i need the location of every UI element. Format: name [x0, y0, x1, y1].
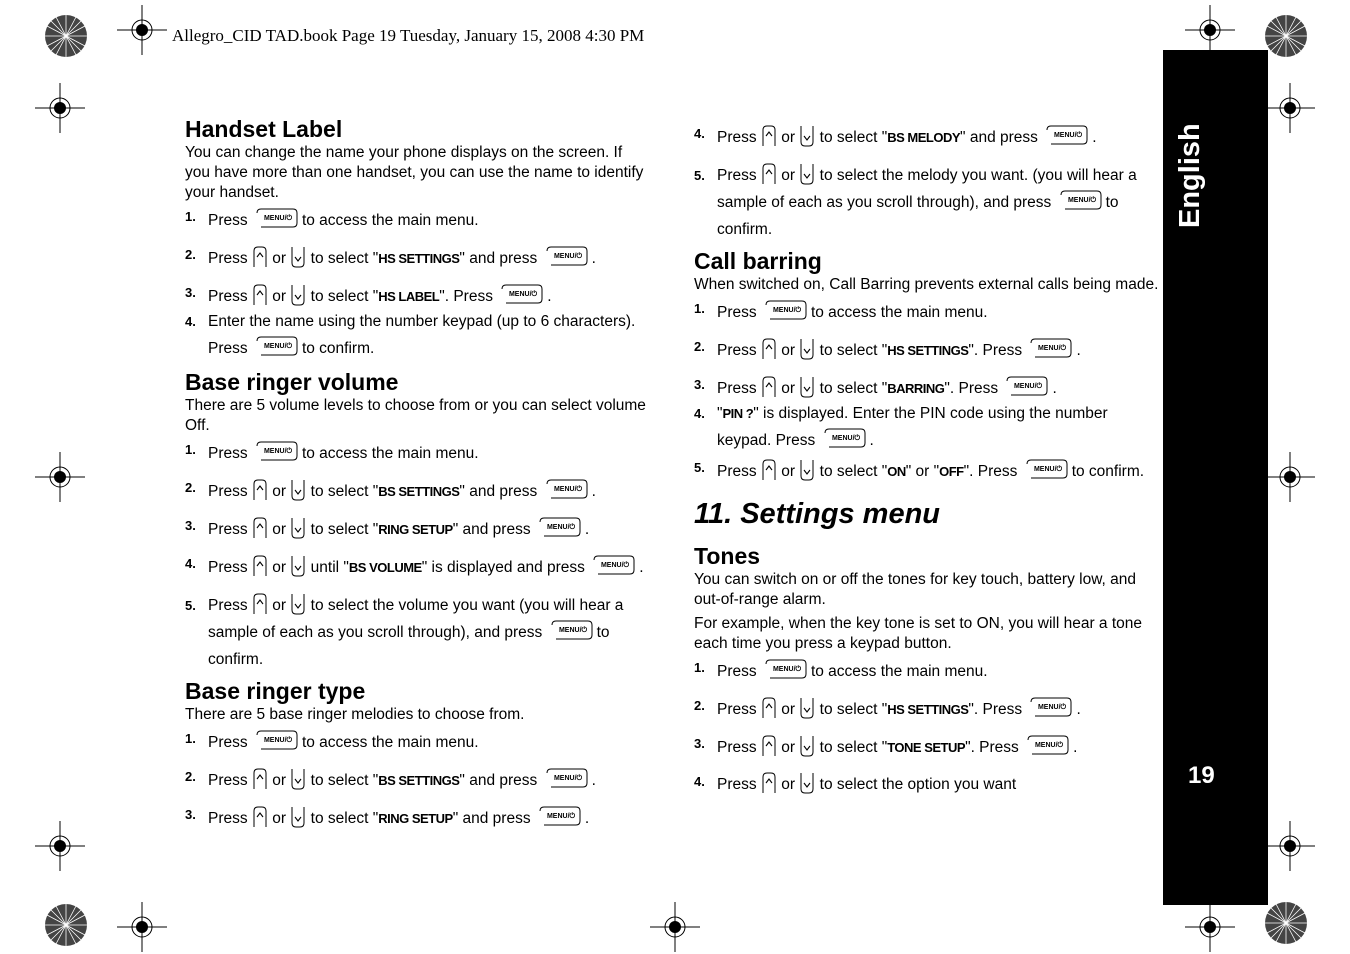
- step-item: 4. Press or to select "BS MELODY" and press MENU/⏻ .: [694, 126, 1097, 146]
- menu-key-icon: [592, 554, 636, 576]
- menu-key-label: MENU/⏻: [831, 435, 860, 442]
- up-key-icon: [762, 697, 776, 719]
- step-item: 1. Press MENU/⏻ to access the main menu.: [694, 660, 988, 680]
- crosshair-mark-icon: [35, 821, 85, 871]
- section-intro: You can change the name your phone displays on the screen. If you have more than one handset, you can use the name to identify your handset.: [185, 144, 644, 201]
- crosshair-mark-icon: [1265, 452, 1315, 502]
- section-intro: For example, when the key tone is set to ON, you will hear a tone each time you press a keypad button.: [694, 615, 1143, 652]
- menu-key-icon: [255, 440, 299, 462]
- up-key-icon: [253, 479, 267, 501]
- down-key-icon: [800, 735, 814, 757]
- down-key-icon: [291, 806, 305, 828]
- menu-key-label: MENU/⏻: [546, 524, 575, 531]
- step-item: 3. Press or to select "TONE SETUP". Press MENU/⏻ .: [694, 736, 1078, 756]
- section-intro: There are 5 base ringer melodies to choose from.: [185, 706, 525, 723]
- menu-key-label: MENU/⏻: [1067, 197, 1096, 204]
- menu-key-icon: [1029, 337, 1073, 359]
- crosshair-mark-icon: [1265, 83, 1315, 133]
- down-key-icon: [800, 772, 814, 794]
- menu-key-label: MENU/⏻: [553, 486, 582, 493]
- step-list: [185, 207, 650, 362]
- menu-key-label: MENU/⏻: [546, 813, 575, 820]
- step-item: 5. Press or to select the melody you want. (you will hear a sample of each as you scroll through), and press MENU/⏻ to confirm.: [694, 162, 1159, 243]
- menu-key-label: MENU/⏻: [553, 253, 582, 260]
- up-key-icon: [253, 246, 267, 268]
- step-item: 3. Press or to select "BARRING". Press MENU/⏻ .: [694, 377, 1057, 397]
- language-label: English: [1174, 123, 1206, 228]
- menu-key-icon: [1005, 375, 1049, 397]
- chapter-title: 11. Settings menu: [694, 498, 941, 530]
- down-key-icon: [291, 284, 305, 306]
- menu-key-icon: [550, 619, 594, 641]
- section-title-tones: Tones: [694, 543, 761, 569]
- menu-key-label: MENU/⏻: [558, 627, 587, 634]
- crosshair-mark-icon: [35, 83, 85, 133]
- section-title-base-ringer-type: Base ringer type: [185, 678, 366, 704]
- section-intro: There are 5 volume levels to choose from or you can select volume Off.: [185, 397, 646, 434]
- step-item: 3. Press or to select "HS LABEL". Press MENU/⏻ .: [185, 285, 552, 305]
- down-key-icon: [291, 593, 305, 615]
- down-key-icon: [291, 246, 305, 268]
- menu-key-icon: [1045, 124, 1089, 146]
- menu-key-label: MENU/⏻: [1014, 383, 1043, 390]
- menu-key-icon: [1025, 458, 1069, 480]
- crosshair-mark-icon: [1265, 821, 1315, 871]
- step-item: 5. Press or to select "ON" or "OFF". Press MENU/⏻ to confirm.: [694, 460, 1145, 480]
- step-item: 5. Press or to select the volume you want (you will hear a sample of each as you scroll through), and press MENU/⏻ to confirm.: [185, 592, 650, 673]
- menu-key-label: MENU/⏻: [263, 448, 292, 455]
- page-number: 19: [1188, 762, 1215, 789]
- menu-key-label: MENU/⏻: [772, 666, 801, 673]
- left-column: [185, 115, 650, 843]
- down-key-icon: [291, 555, 305, 577]
- step-item: 4. Enter the name using the number keypad (up to 6 characters). Press MENU/⏻ to confirm.: [185, 313, 636, 357]
- right-column: [694, 120, 1159, 809]
- crosshair-mark-icon: [117, 902, 167, 952]
- step-list: [185, 729, 650, 829]
- menu-key-label: MENU/⏻: [553, 775, 582, 782]
- section-title-call-barring: Call barring: [694, 248, 822, 274]
- up-key-icon: [762, 459, 776, 481]
- registration-star-icon: [1263, 13, 1309, 59]
- menu-key-icon: [545, 478, 589, 500]
- section-intro: You can switch on or off the tones for key touch, battery low, and out-of-range alarm.: [694, 571, 1137, 608]
- menu-key-icon: [500, 283, 544, 305]
- step-item: 4. Press or until "BS VOLUME" is displayed and press MENU/⏻ .: [185, 556, 644, 576]
- step-item: 1. Press MENU/⏻ to access the main menu.: [694, 301, 988, 321]
- registration-star-icon: [43, 13, 89, 59]
- up-key-icon: [253, 555, 267, 577]
- menu-key-icon: [1026, 734, 1070, 756]
- up-key-icon: [762, 163, 776, 185]
- step-item: 2. Press or to select "HS SETTINGS". Press MENU/⏻ .: [694, 698, 1081, 718]
- up-key-icon: [762, 376, 776, 398]
- menu-key-icon: [545, 245, 589, 267]
- step-item: 2. Press or to select "HS SETTINGS". Press MENU/⏻ .: [694, 339, 1081, 359]
- step-list: [185, 440, 650, 673]
- menu-key-icon: [545, 767, 589, 789]
- step-item: 2. Press or to select "HS SETTINGS" and press MENU/⏻ .: [185, 247, 596, 267]
- print-header: Allegro_CID TAD.book Page 19 Tuesday, January 15, 2008 4:30 PM: [172, 26, 645, 45]
- down-key-icon: [800, 125, 814, 147]
- menu-key-icon: [255, 729, 299, 751]
- menu-key-icon: [823, 427, 867, 449]
- step-list: [694, 658, 1159, 795]
- down-key-icon: [800, 338, 814, 360]
- step-item: 4. Press or to select the option you want: [694, 774, 1017, 793]
- crosshair-mark-icon: [1185, 5, 1235, 55]
- step-item: 2. Press or to select "BS SETTINGS" and press MENU/⏻ .: [185, 480, 596, 500]
- up-key-icon: [762, 125, 776, 147]
- down-key-icon: [800, 163, 814, 185]
- menu-key-icon: [1059, 189, 1103, 211]
- up-key-icon: [253, 768, 267, 790]
- up-key-icon: [253, 806, 267, 828]
- up-key-icon: [762, 772, 776, 794]
- menu-key-icon: [764, 658, 808, 680]
- crosshair-mark-icon: [1185, 902, 1235, 952]
- menu-key-icon: [255, 207, 299, 229]
- crosshair-mark-icon: [35, 452, 85, 502]
- step-item: 1. Press MENU/⏻ to access the main menu.: [185, 442, 479, 462]
- step-list: [694, 299, 1159, 482]
- up-key-icon: [762, 735, 776, 757]
- up-key-icon: [253, 593, 267, 615]
- menu-key-icon: [538, 516, 582, 538]
- registration-star-icon: [43, 902, 89, 948]
- section-title-handset-label: Handset Label: [185, 116, 343, 142]
- menu-key-label: MENU/⏻: [509, 291, 538, 298]
- menu-key-label: MENU/⏻: [263, 215, 292, 222]
- menu-key-label: MENU/⏻: [1033, 466, 1062, 473]
- down-key-icon: [800, 376, 814, 398]
- step-item: 1. Press MENU/⏻ to access the main menu.: [185, 731, 479, 751]
- step-item: 1. Press MENU/⏻ to access the main menu.: [185, 209, 479, 229]
- menu-key-label: MENU/⏻: [1038, 704, 1067, 711]
- menu-key-icon: [255, 335, 299, 357]
- menu-key-label: MENU/⏻: [263, 343, 292, 350]
- up-key-icon: [253, 517, 267, 539]
- down-key-icon: [800, 697, 814, 719]
- registration-star-icon: [1263, 900, 1309, 946]
- up-key-icon: [253, 284, 267, 306]
- section-intro: When switched on, Call Barring prevents external calls being made.: [694, 276, 1159, 293]
- down-key-icon: [291, 768, 305, 790]
- menu-key-icon: [764, 299, 808, 321]
- step-item: 4. "PIN ?" is displayed. Enter the PIN code using the number keypad. Press MENU/⏻ .: [694, 405, 1108, 449]
- step-item: 2. Press or to select "BS SETTINGS" and press MENU/⏻ .: [185, 769, 596, 789]
- down-key-icon: [291, 517, 305, 539]
- crosshair-mark-icon: [650, 902, 700, 952]
- crosshair-mark-icon: [117, 5, 167, 55]
- menu-key-icon: [538, 805, 582, 827]
- menu-key-label: MENU/⏻: [1035, 742, 1064, 749]
- menu-key-label: MENU/⏻: [772, 307, 801, 314]
- menu-key-label: MENU/⏻: [1038, 345, 1067, 352]
- step-list: [694, 124, 1159, 243]
- down-key-icon: [291, 479, 305, 501]
- menu-key-icon: [1029, 696, 1073, 718]
- menu-key-label: MENU/⏻: [1054, 132, 1083, 139]
- up-key-icon: [762, 338, 776, 360]
- menu-key-label: MENU/⏻: [263, 737, 292, 744]
- step-item: 3. Press or to select "RING SETUP" and press MENU/⏻ .: [185, 518, 590, 538]
- step-item: 3. Press or to select "RING SETUP" and press MENU/⏻ .: [185, 807, 590, 827]
- down-key-icon: [800, 459, 814, 481]
- menu-key-label: MENU/⏻: [601, 562, 630, 569]
- section-title-base-ringer-volume: Base ringer volume: [185, 369, 399, 395]
